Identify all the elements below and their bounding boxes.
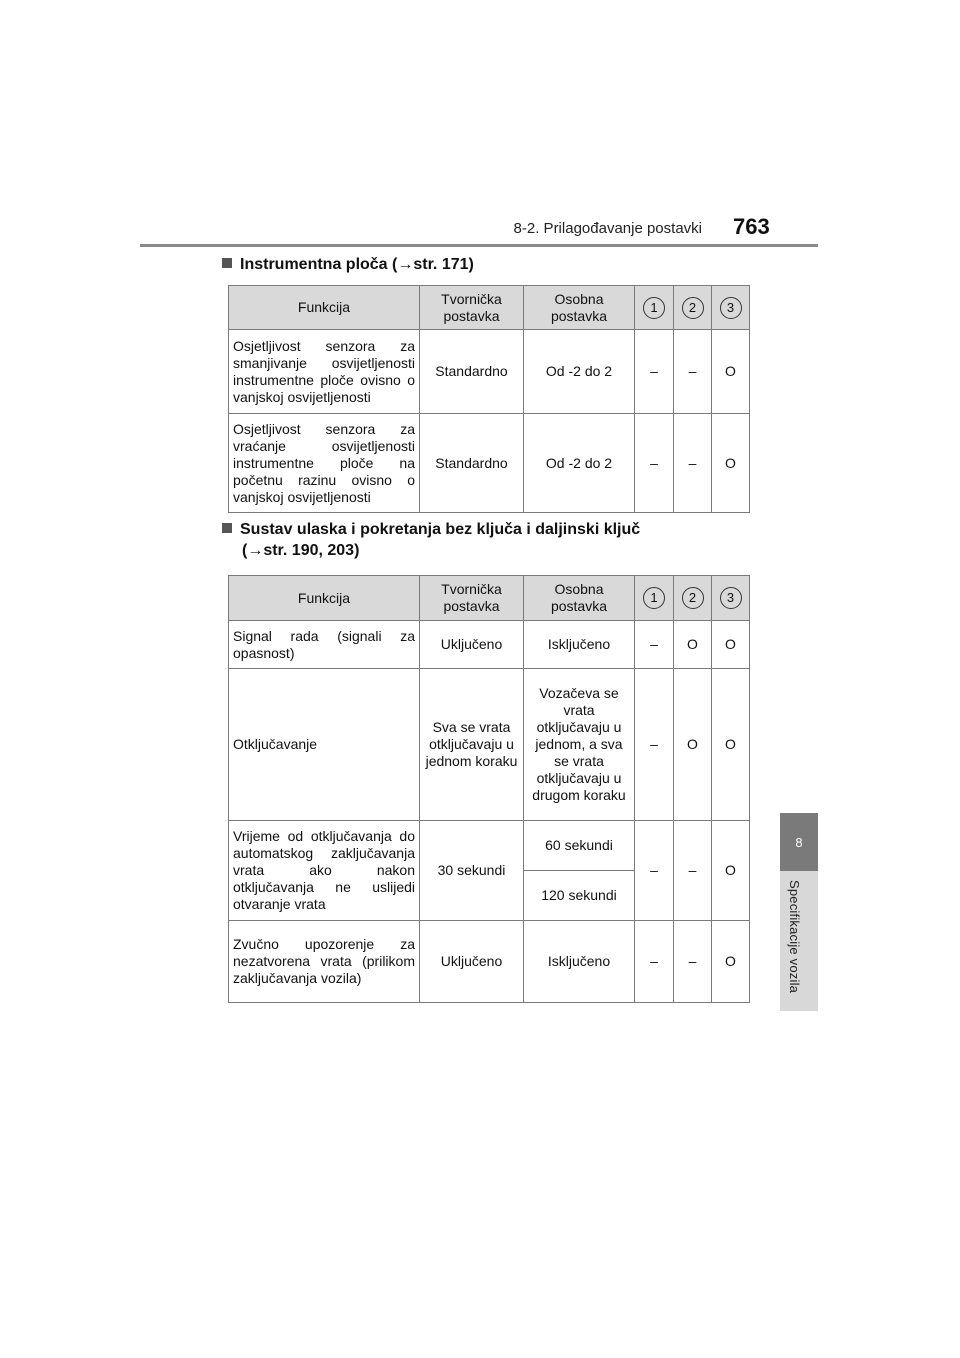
cell-function: Otključavanje — [229, 669, 420, 821]
cell-function: Zvučno upozorenje za nezatvorena vrata (prilikom zaključavanja vozila) — [229, 921, 420, 1003]
circled-number-3-icon: 3 — [720, 587, 742, 609]
cell-mark-3: O — [712, 621, 750, 669]
table-row — [229, 669, 750, 821]
cell-mark-3: O — [712, 821, 750, 921]
circled-number-2-icon: 2 — [682, 587, 704, 609]
table-row — [229, 330, 750, 414]
column-header-function: Funkcija — [229, 286, 420, 330]
cell-factory: 30 sekundi — [420, 821, 524, 921]
cell-mark-1: – — [635, 621, 674, 669]
chapter-tab: 8 — [780, 813, 818, 871]
cell-custom: Isključeno — [524, 921, 635, 1003]
cell-mark-1: – — [635, 669, 674, 821]
cell-factory: Uključeno — [420, 621, 524, 669]
settings-table-keyless-entry — [228, 575, 750, 1003]
square-bullet-icon — [222, 523, 232, 533]
cell-custom-option-a: 60 sekundi — [524, 821, 635, 871]
cell-factory: Standardno — [420, 414, 524, 513]
cell-mark-1: – — [635, 921, 674, 1003]
column-header-custom: Osobna postavka — [524, 286, 635, 330]
cell-mark-2: O — [674, 621, 712, 669]
cell-custom: Od -2 do 2 — [524, 330, 635, 414]
section-heading-page-ref: (→str. 190, 203) — [242, 542, 360, 559]
cell-mark-2: – — [674, 921, 712, 1003]
table-row — [229, 414, 750, 513]
cell-factory: Sva se vrata otključavaju u jednom koraku — [420, 669, 524, 821]
cell-mark-2: – — [674, 414, 712, 513]
table-header-row — [229, 576, 750, 621]
table-row — [229, 621, 750, 669]
cell-mark-2: – — [674, 330, 712, 414]
page-number: 763 — [733, 214, 770, 239]
cell-custom: Od -2 do 2 — [524, 414, 635, 513]
settings-table-instrument-panel — [228, 285, 750, 513]
section-heading-text: Instrumentna ploča (→str. 171) — [240, 256, 474, 273]
cell-factory: Standardno — [420, 330, 524, 414]
cell-mark-1: – — [635, 414, 674, 513]
circled-number-3-icon: 3 — [720, 297, 742, 319]
circled-number-1-icon: 1 — [643, 297, 665, 319]
section-heading-instrument-panel — [222, 254, 474, 276]
cell-factory: Uključeno — [420, 921, 524, 1003]
cell-mark-2: – — [674, 821, 712, 921]
section-heading-text: Sustav ulaska i pokretanja bez ključa i daljinski ključ — [240, 521, 641, 538]
cell-function: Osjetljivost senzora za vraćanje osvijetljenosti instrumentne ploče na početnu razinu ovisno o vanjskoj osvijetljenosti — [229, 414, 420, 513]
cell-mark-1: – — [635, 821, 674, 921]
cell-function: Vrijeme od otključavanja do automatskog zaključavanja vrata ako nakon otključavanja ne uslijedi otvaranje vrata — [229, 821, 420, 921]
square-bullet-icon — [222, 258, 232, 268]
header-section-title: 8-2. Prilagođavanje postavki — [513, 220, 702, 237]
circled-number-2-icon: 2 — [682, 297, 704, 319]
cell-mark-3: O — [712, 921, 750, 1003]
table-header-row — [229, 286, 750, 330]
header-rule — [140, 244, 818, 247]
column-header-factory: Tvornička postavka — [420, 286, 524, 330]
cell-function: Osjetljivost senzora za smanjivanje osvijetljenosti instrumentne ploče ovisno o vanjskoj osvijetljenosti — [229, 330, 420, 414]
table-row — [229, 821, 750, 871]
circled-number-1-icon: 1 — [643, 587, 665, 609]
cell-mark-3: O — [712, 414, 750, 513]
column-header-custom: Osobna postavka — [524, 576, 635, 621]
column-header-function: Funkcija — [229, 576, 420, 621]
cell-custom: Isključeno — [524, 621, 635, 669]
cell-mark-1: – — [635, 330, 674, 414]
table-row — [229, 921, 750, 1003]
cell-custom-option-b: 120 sekundi — [524, 871, 635, 921]
section-heading-keyless-entry — [222, 519, 640, 541]
cell-custom: Vozačeva se vrata otključavaju u jednom, a sva se vrata otključavaju u drugom koraku — [524, 669, 635, 821]
column-header-factory: Tvornička postavka — [420, 576, 524, 621]
chapter-side-label: Specifikacije vozila — [787, 880, 802, 994]
cell-mark-2: O — [674, 669, 712, 821]
cell-mark-3: O — [712, 330, 750, 414]
cell-mark-3: O — [712, 669, 750, 821]
cell-function: Signal rada (signali za opasnost) — [229, 621, 420, 669]
